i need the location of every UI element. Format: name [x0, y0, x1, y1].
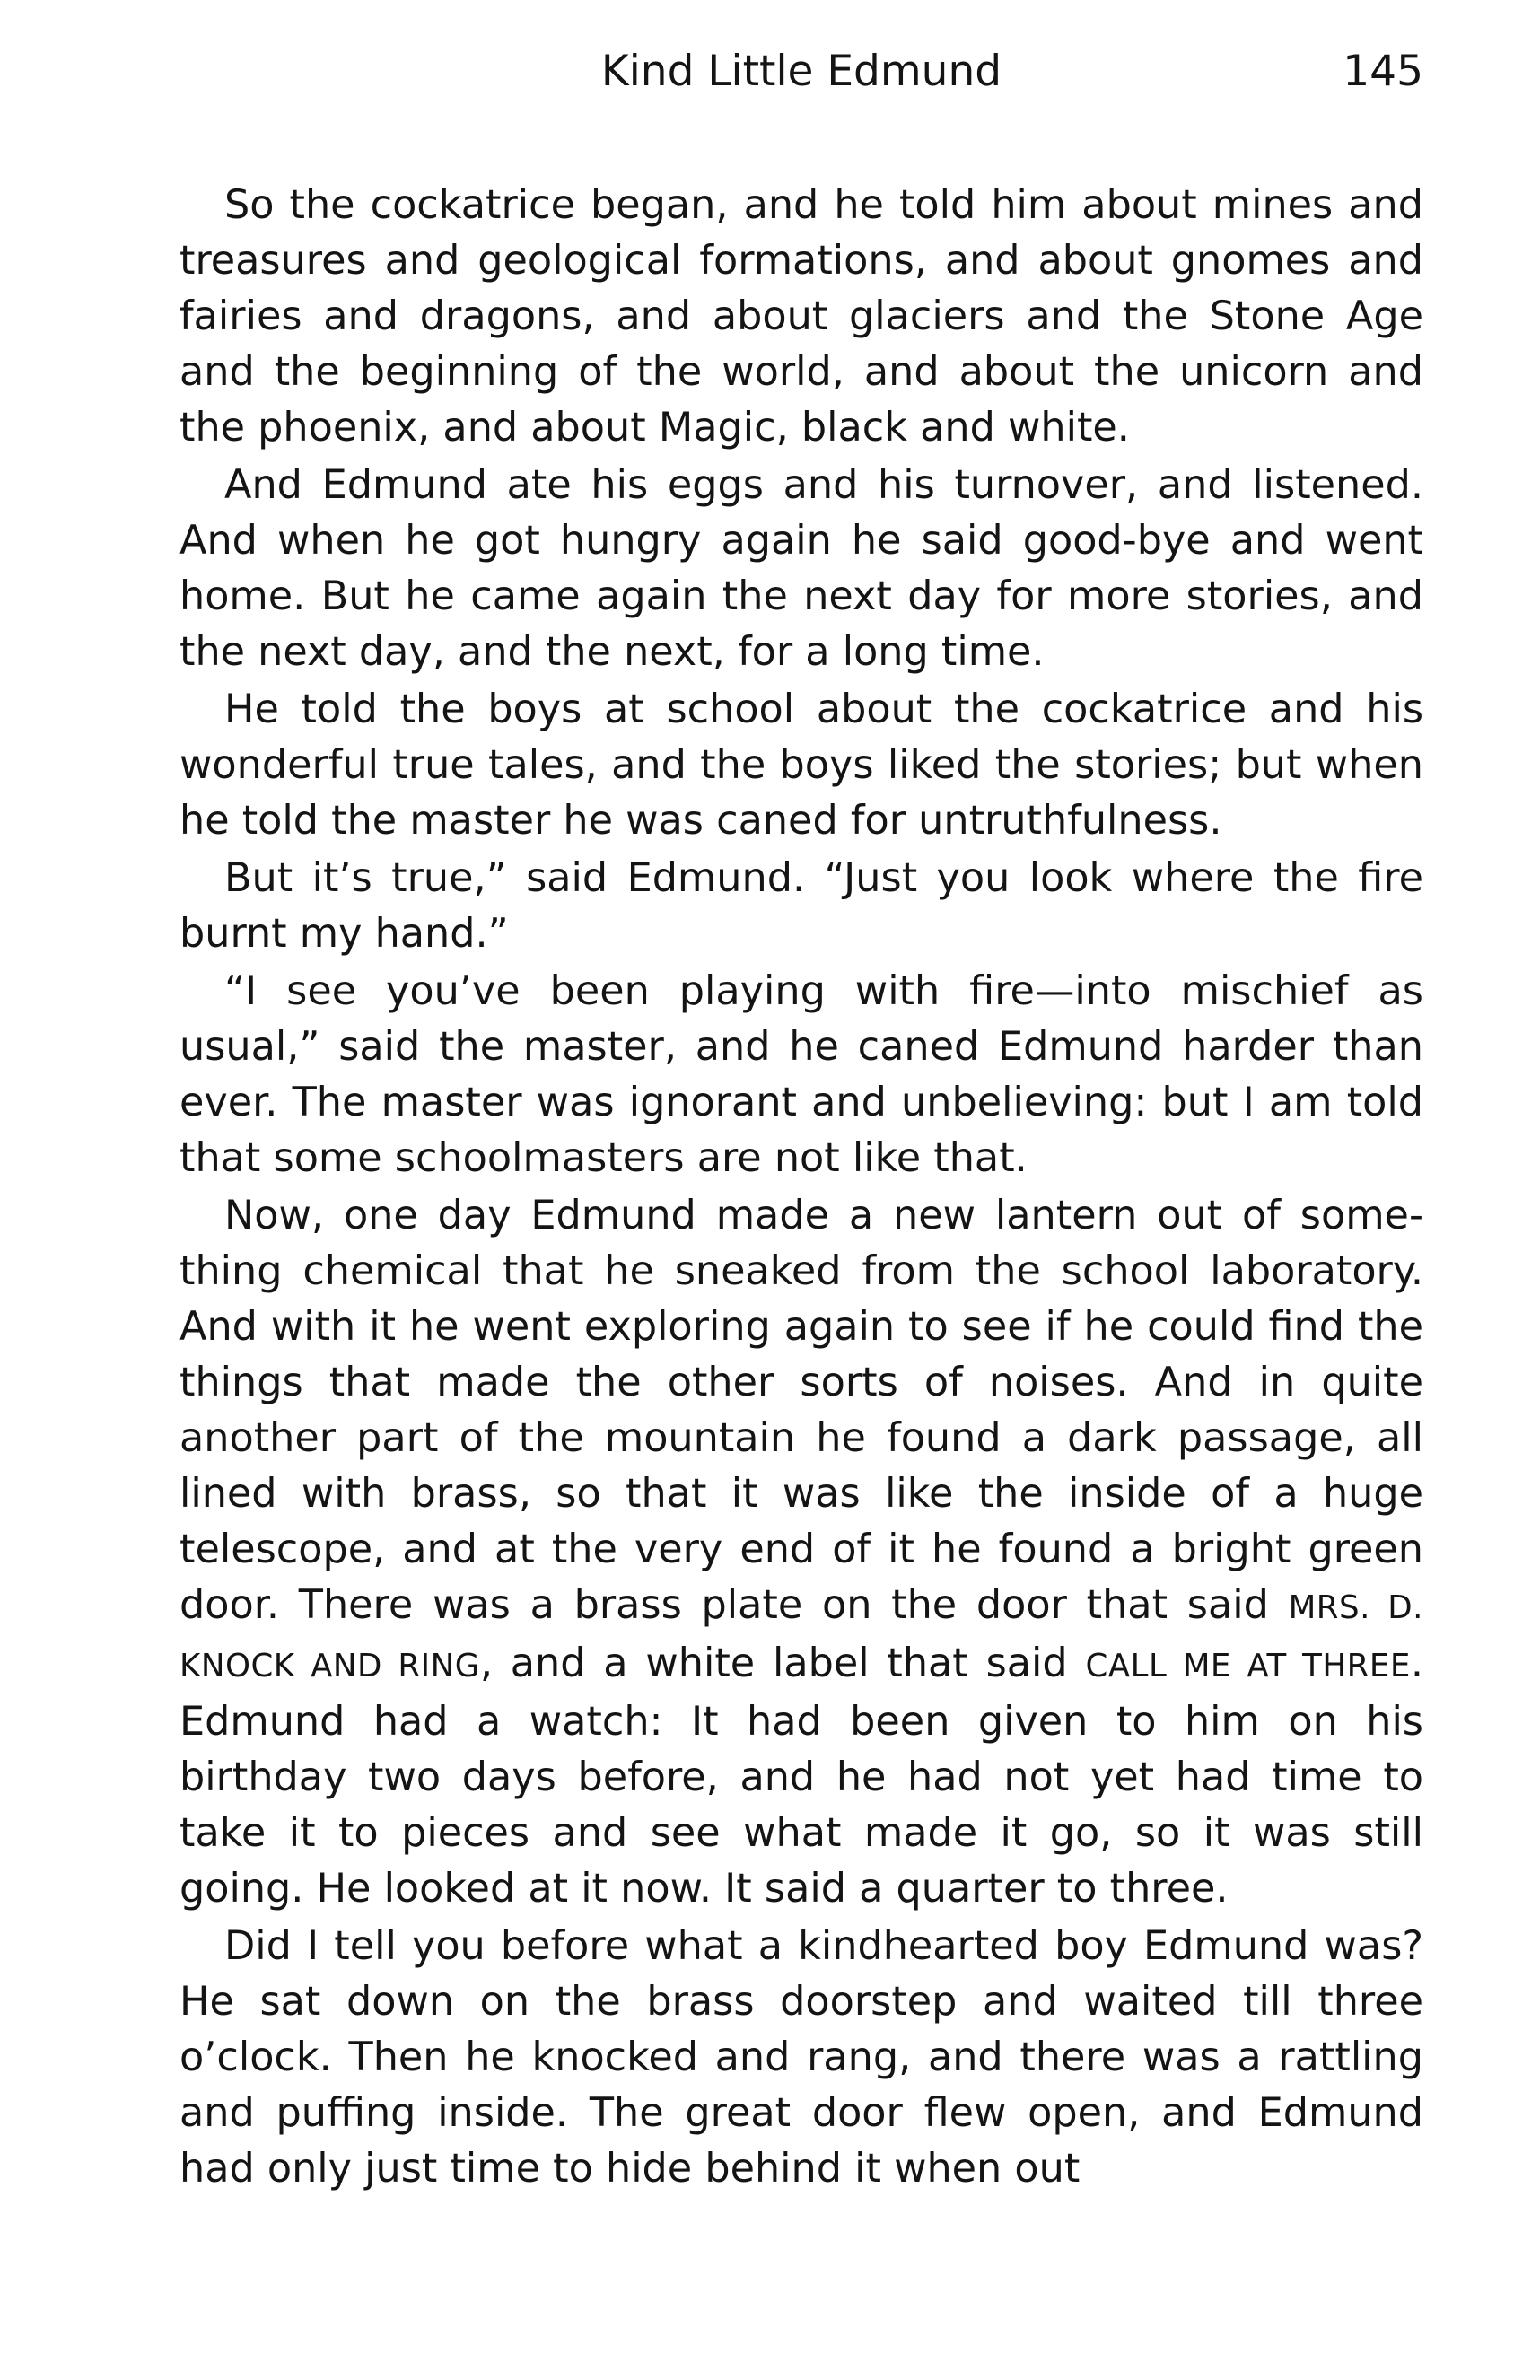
paragraph-2: And Edmund ate his eggs and his turnover, and listened. And when he got hungry again he said good-bye and went home. But he came again the next day for more stories, and the next day, and the next, for a long time.	[179, 462, 1423, 675]
paragraph-6	[179, 1188, 1423, 1917]
paragraph-7: Did I tell you before what a kindhearted boy Edmund was? He sat down on the brass doorstep and waited till three o’clock. Then he knocked and rang, and there was a rattling and puffing inside. The great door flew open, and Edmund had only just time to hide behind it when out	[179, 1923, 1423, 2192]
page-number: 145	[1343, 47, 1423, 96]
paragraph-4: But it’s true,” said Edmund. “Just you look where the fire burnt my hand.”	[179, 855, 1423, 957]
chapter-title: Kind Little Edmund	[600, 47, 1002, 96]
paragraph-3: He told the boys at school about the cockatrice and his wonderful true tales, and the boys liked the stories; but when he told the master he was caned for untruthfulness.	[179, 687, 1423, 844]
book-page	[179, 36, 1423, 2199]
body-text	[179, 178, 1423, 2197]
paragraph-1: So the cockatrice began, and he told him about mines and treasures and geological formations, and about gnomes and fairies and dragons, and about glaciers and the Stone Age and the beginning of the world, and about the unicorn and the phoenix, and about Magic, black and white.	[179, 182, 1423, 451]
door-plate-text: MRS. D. KNOCK AND RING	[179, 1589, 1423, 1684]
paragraph-6-part-3: . Edmund had a watch: It had been given to him on his birthday two days before, and he had not yet had time to take it to pieces and see what made it go, so it was still going. He looked at it now. It said a quarter to three.	[179, 1641, 1423, 1912]
paragraph-6-part-2: , and a white label that said	[479, 1641, 1086, 1686]
paragraph-5: “I see you’ve been playing with fire—into mischief as usual,” said the master, and he caned Edmund harder than ever. The master was ignorant and unbelieving: but I am told that some schoolmasters are not like that.	[179, 968, 1423, 1181]
paragraph-6-part-1: Now, one day Edmund made a new lantern out of something chemical that he sneaked from the school laboratory. And with it he went exploring again to see if he could find the things that made the other sorts of noises. And in quite another part of the mountain he found a dark passage, all lined with brass, so that it was like the inside of a huge telescope, and at the very end of it he found a bright green door. There was a brass plate on the door that said	[179, 1193, 1423, 1628]
door-label-text: CALL ME AT THREE	[1085, 1648, 1411, 1684]
running-head	[179, 36, 1423, 108]
